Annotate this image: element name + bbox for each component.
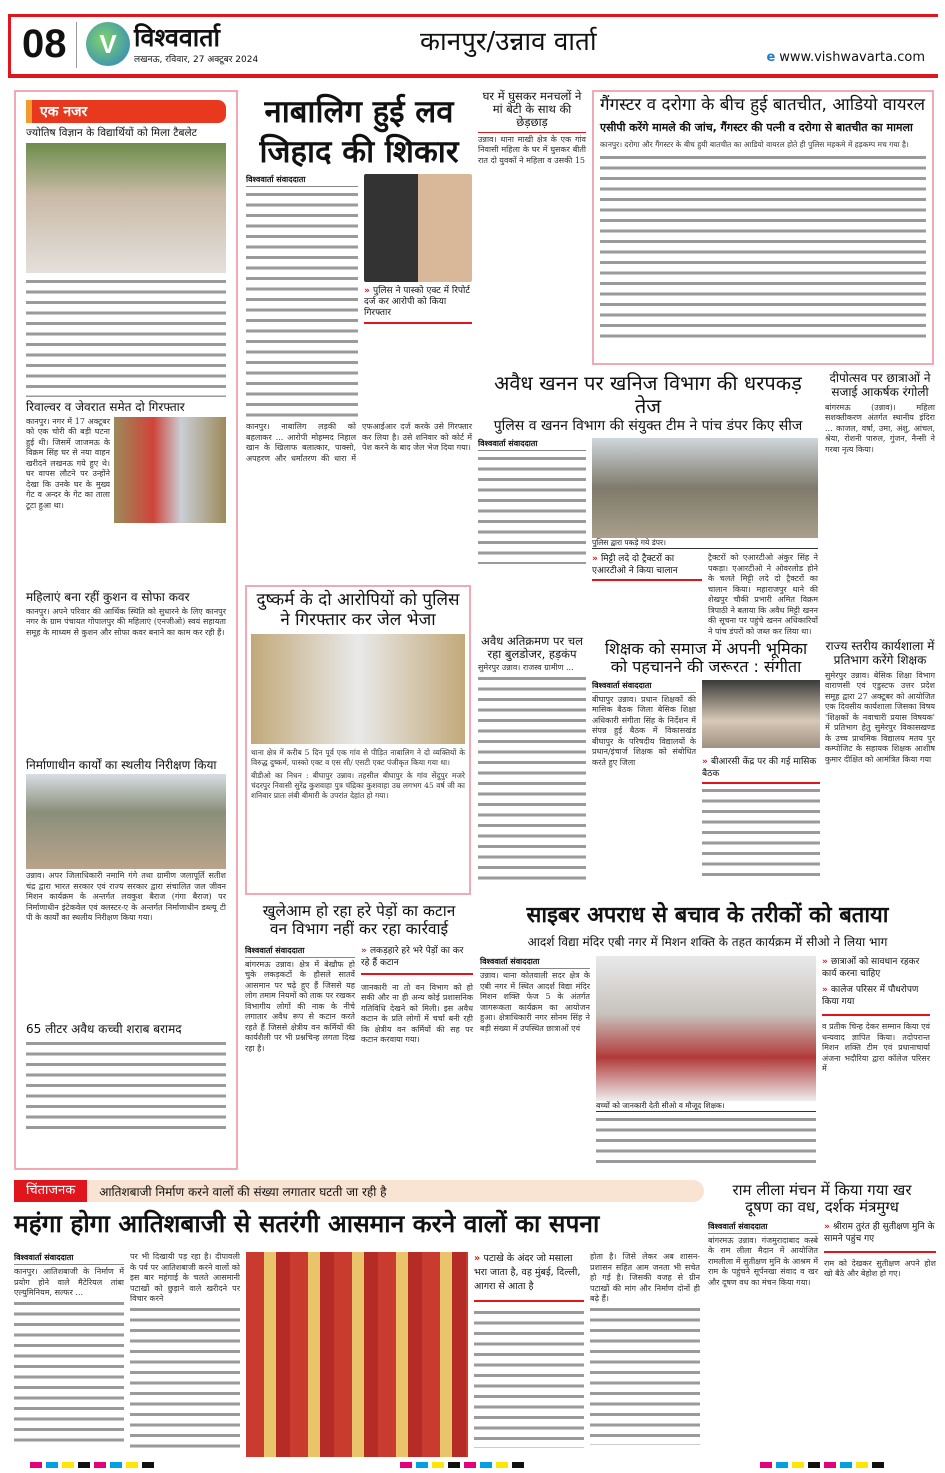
story-title-1: खुलेआम हो रहा हरे पेड़ों का कटान <box>262 902 456 920</box>
divider <box>478 132 586 133</box>
pullquote: » श्रीराम तुरंत ही सुतीक्षण मुनि के सामने पहुंच गए <box>824 1221 936 1245</box>
police-photo <box>251 634 465 744</box>
pullquote: » मिट्टी लदे दो ट्रैक्टरों का एआरटीओ ने किया चालान <box>592 553 702 577</box>
story-title: महंगा होगा आतिशबाजी से सतरंगी आसमान करने वालों का सपना <box>14 1209 600 1238</box>
dateline: लखनऊ, रविवार, 27 अक्टूबर 2024 <box>134 55 259 65</box>
divider <box>702 782 820 784</box>
story-body: उन्नाव। थाना माखी क्षेत्र के एक गांव निवासी महिला के घर में घुसकर बीती रात दो युवकों ने महिला व उसकी 15 <box>478 134 586 165</box>
story-subtitle: आदर्श विद्या मंदिर एबी नगर में मिशन शक्ति के तहत कार्यक्रम में सीओ ने लिया भाग <box>527 935 888 950</box>
story-body: कानपुर। नाबालिग लड़की को बहलाकर ... आरोपी मोहम्मद निहाल खान के खिलाफ बलात्कार, पाक्सो, अपहरण और धर्मांतरण की धारा में एफआईआर दर्ज करके उसे गिरफ्तार कर लिया है। उसे शनिवार को कोर्ट में पेश करने के बाद जेल भेज दिया गया। <box>246 422 472 463</box>
page-number: 08 <box>22 22 67 66</box>
group-photo <box>26 143 226 273</box>
pullquote: » छात्राओं को सावधान रहकर कार्य करना चाहिए <box>822 956 930 980</box>
story-subtitle: पुलिस व खनन विभाग की संयुक्त टीम ने पांच डंपर किए सीज <box>493 418 803 434</box>
pullquote: » पुलिस ने पास्को एक्ट में रिपोर्ट दर्ज कर आरोपी को किया गिरफ्तार <box>364 286 472 319</box>
story-body: बांगरमऊ (उन्नाव)। महिला सशक्तीकरण अंतर्गत स्थानीय इंदिरा ... काजल, वर्षा, उमा, अंशु, आंचल, श्रेया, रोशनी पारुल, गुंजन, नैन्सी ने गरबा नृत्य किया। <box>825 402 935 454</box>
story-body <box>14 1299 124 1449</box>
story-body: उन्नाव। थाना कोतवाली सदर क्षेत्र के एबी नगर में स्थित आदर्श विद्या मंदिर मिशन शक्ति फेज 5 के अंतर्गत जागरूकता कार्यक्रम का आयोजन हुआ। क्षेत्राधिकारी नगर सोनम सिंह ने बड़ी संख्या में उपस्थित छात्राओं एवं <box>480 971 590 1033</box>
story-title: घर में घुसकर मनचलों ने मां बेटी के साथ की छेड़छाड़ <box>482 89 582 130</box>
story-body <box>478 454 586 564</box>
story-body: जानकारी ना तो वन विभाग को हो सकी और ना ही अन्य कोई प्रशासनिक गतिविधि देखने को मिली। इस अवैध कटान के प्रति लोगों में चर्चा बनी रही कि क्षेत्रीय वन कर्मियों की सह पर कटान करवाया गया। <box>361 982 473 1045</box>
cyber-story <box>480 903 935 1171</box>
section-title: कानपुर/उन्नाव वार्ता <box>420 27 597 57</box>
story-body <box>130 1305 240 1455</box>
ghar-story <box>478 90 586 375</box>
byline: विश्ववार्ता संवाददाता <box>245 945 355 958</box>
story-title-1: राम लीला मंचन में किया गया खर <box>732 1181 912 1199</box>
arrest-photo <box>114 417 226 523</box>
pullquote: » पटाखे के अंदर जो मसाला भरा जाता है, वह मुंबई, दिल्ली, आगरा से आता है <box>474 1252 584 1294</box>
byline: विश्ववार्ता संवाददाता <box>592 680 696 693</box>
firecrackers-photo <box>246 1252 468 1457</box>
pullquote: » लकड़हारे हरे भरे पेड़ों का कर रहे हैं कटान <box>361 945 473 969</box>
story-body <box>246 190 358 420</box>
story-body <box>590 1305 700 1445</box>
story-title: राज्य स्तरीय कार्यशाला में प्रतिभाग करेंगे शिक्षक <box>825 639 935 667</box>
story-title: 65 लीटर अवैध कच्ची शराब बरामद <box>26 1022 182 1037</box>
story-body: थाना क्षेत्र में करीब 5 दिन पूर्व एक गांव से पीड़ित नाबालिग ने दो व्यक्तियों के विरुद्ध दुष्कर्म, पास्को एक्ट व एस सी/ एसटी एक्ट पंजीकृत किया गया था। <box>251 748 465 768</box>
story-title: निर्माणाधीन कार्यों का स्थलीय निरीक्षण किया <box>26 757 217 772</box>
photo-caption: पुलिस द्वारा पकड़े गये डंपर। <box>592 538 818 549</box>
brand-logo-icon: V <box>86 22 130 66</box>
ramleela-story <box>708 1182 936 1436</box>
story-title-2: दूषण का वध, दर्शक मंत्रमुग्ध <box>745 1198 899 1217</box>
print-color-bar <box>760 1462 884 1468</box>
story-body: सुमेरपुर उन्नाव। बेसिक शिक्षा विभाग वाराणसी एवं एडुस्टफ उत्तर प्रदेश समूह द्वारा 27 अक्टूबर को आयोजित एक दिवसीय कार्यशाला जिसका विषय 'शिक्षकों के नवाचारी प्रयास विषयक' में प्रतिभाग हेतु सुमेरपुर विकासखण्ड के उच्च प्राथमिक विद्यालय मतय पुर कम्पोजिट के सहायक शिक्षक आशीष कुमार दीक्षित को आमंत्रित किया गया <box>825 670 935 764</box>
story-body <box>600 153 926 343</box>
story-title: अवैध खनन पर खनिज विभाग की धरपकड़ तेज <box>494 371 802 418</box>
atikraman-story <box>478 635 586 884</box>
divider <box>76 22 77 68</box>
divider <box>474 1300 584 1302</box>
story-body: सुमेरपुर उन्नाव। राजस्व ग्रामीण ... <box>478 663 574 673</box>
story-subtitle: एसीपी करेंगे मामले की जांच, गैंगस्टर की पत्नी व दरोगा से बातचीत का मामला <box>600 120 913 134</box>
lead-headline-1: नाबालिग हुई लव <box>264 94 454 130</box>
divider <box>361 973 473 975</box>
deepotsav-story <box>825 372 935 623</box>
divider <box>364 322 472 324</box>
story-title: गैंगस्टर व दरोगा के बीच हुई बातचीत, आडियो वायरल <box>600 95 926 115</box>
story-body: बांगरमऊ उन्नाव। क्षेत्र में बेखौफ हो चुके लकड़कटों के हौसले सातवें आसमान पर चढ़े हुए हैं जिससे यह लोग तमाम नियमों को ताक पर रखकर विभागीय लोगों की नाक के नीचे लगातार अवैध रूप से कटान करते रहते हैं जिससे क्षेत्रीय वन कर्मियों की कार्यशैली पर भी प्रश्नचिन्ह लगता दिख रहा है। <box>245 959 355 1053</box>
story-title: रिवाल्वर व जेवरात समेत दो गिरफ्तार <box>26 400 185 415</box>
story-title: दीपोत्सव पर छात्राओं ने सजाई आकर्षक रंगोली <box>829 371 931 399</box>
byline: विश्ववार्ता संवाददाता <box>708 1221 818 1234</box>
story-body: होता है। जिसे लेकर अब शासन-प्रशासन सहित आम जनता भी सचेत हो गई है। जिसकी वजह से ग्रीन पटाखों की मांग और निर्माण दोनों ही बढ़े हैं। <box>590 1252 700 1303</box>
story-title-1: शिक्षक को समाज में अपनी भूमिका <box>604 639 808 658</box>
story-body: ट्रैक्टरों को एआरटीओ अंकुर सिंह ने पकड़ा। एआरटीओ ने ओवरलोड होने के चलते मिट्टी लदे दो ट्रैक्टरों का चालान किया। महाराजपुर थाने की शेखपुर चौकी प्रभारी अमित विक्रम त्रिपाठी ने बताया कि अवैध मिट्टी खनन की सूचना पर पहुंचे खनन अधिकारियों ने पांच डंपरों को जब्त कर लिया था। <box>708 553 818 636</box>
story-title-2: ने गिरफ्तार कर जेल भेजा <box>280 609 436 630</box>
story-title-1: दुष्कर्म के दो आरोपियों को पुलिस <box>256 590 460 610</box>
story-title-2: को पहचानने की जरूरत : संगीता <box>610 657 802 677</box>
story-body: व प्रतीक चिन्ह देकर सम्मान किया एवं धन्यवाद ज्ञापित किया। तदोपरान्त मिशन शक्ति टीम एवं प्रधानाचार्या अंजना भदौरिया द्वारा कॉलेज परिसर में <box>822 1022 930 1074</box>
story-body: बांगरमऊ उन्नाव। गंजमुरादाबाद कस्बे के राम लीला मैदान में आयोजित रामलीला में सुतीक्षण मुनि के आश्रम में राम के पहुंचने सूर्पनखा संवाद व खर और दूषण वध का मंचन किया गया। <box>708 1235 818 1287</box>
story-body: बीघापुर उन्नाव। प्रधान शिक्षकों की मासिक बैठक जिला बेसिक शिक्षा अधिकारी संगीता सिंह के निर्देशन में संपन्न हुई बैठक में विकासखंड बीघापुर के परिषदीय विद्यालयों के प्रधान/इंचार्ज शिक्षक को संबोधित करते हुए जिला <box>592 694 696 767</box>
story-title: साइबर अपराध से बचाव के तरीकों को बताया <box>526 903 889 928</box>
divider <box>822 1014 930 1016</box>
ek-nazar-label: एक नजर <box>26 100 226 123</box>
gangster-story <box>592 90 934 365</box>
story-body: कानपुर। अपने परिवार की आर्थिक स्थिति को सुधारने के लिए कानपुर नगर के ग्राम पंचायत गोपालपुर की महिलाएं (एनजीओ) स्वयं सहायता समूह के माध्यम से कुशन और सोफा कवर बनाने का काम कर रही हैं। <box>26 606 226 637</box>
photo-caption: बच्चों को जानकारी देती सीओ व मौजूद शिक्षक। <box>596 1101 816 1112</box>
browser-icon: e <box>766 50 776 65</box>
ek-nazar-panel <box>14 90 238 1170</box>
story-title: महिलाएं बना रहीं कुशन व सोफा कवर <box>26 589 190 604</box>
lead-story <box>246 92 472 622</box>
story-body <box>702 786 820 876</box>
lead-headline-2: जिहाद की शिकार <box>259 134 459 170</box>
katan-story <box>245 903 473 1160</box>
pullquote: » बीआरसी केंद्र पर की गई मासिक बैठक <box>702 756 820 780</box>
kicker-band <box>14 1180 704 1202</box>
story-body: राम को देखकर सुतीक्षण अपने होश खो बैठे और बेहोश हो गए। <box>824 1258 936 1278</box>
kicker-text: आतिशबाजी निर्माण करने वालों की संख्या लगातार घटती जा रही है <box>99 1184 387 1199</box>
story-body: कानपुर। दरोगा और गैंगस्टर के बीच हुयी बातचीत का आडियो वायरल होते ही पुलिस महकमे में हड़कम्प मच गया है। <box>600 140 909 150</box>
story-body <box>26 277 226 397</box>
brand-name: विश्ववार्ता <box>134 23 221 52</box>
dumper-photo <box>592 438 818 538</box>
byline: विश्ववार्ता संवाददाता <box>14 1252 124 1265</box>
divider <box>592 579 702 581</box>
story-title: अवैध अतिक्रमण पर चल रहा बुलडोजर, हड़कंप <box>481 634 583 662</box>
karyashala-story <box>825 640 935 886</box>
byline: विश्ववार्ता संवाददाता <box>478 438 586 451</box>
story-body <box>478 674 586 884</box>
illustration-image <box>364 174 472 282</box>
print-color-bar <box>400 1462 524 1468</box>
shikshak-story <box>592 640 820 895</box>
story-body <box>474 1308 584 1448</box>
byline: विश्ववार्ता संवाददाता <box>246 174 358 187</box>
khanan-story <box>478 371 818 636</box>
obituary: बीडीओ का निधन : बीघापुर उन्नाव। तहसील बीघापुर के गांव सेंदुपुर मजरे चंदरपुर निवासी सुरेंद्र कुशवाहा पुत्र चंद्रिका कुशवाहा उम्र लगभग 45 वर्ष जी का शनिवार प्रातः लंबी बीमारी के उपरांत देहांत हो गया। <box>251 771 465 801</box>
print-color-bar <box>30 1462 154 1468</box>
website-link[interactable] <box>766 50 925 65</box>
inspection-photo <box>26 774 226 869</box>
story-body: कानपुर। नगर में 17 अक्टूबर को एक चोरी की बड़ी घटना हुई थी। जिसमें जाजमऊ के विक्रम सिंह घर से नया वाहन खरीदने लखनऊ गये हुए थे। घर वापस लौटने पर उन्होंने देखा कि उनके घर के मुख्य गेट व अन्दर के गेट का ताला टूटा हुआ था। <box>26 416 110 510</box>
story-body <box>26 1039 226 1129</box>
dushkarm-story <box>245 585 471 895</box>
atishbaazi-story <box>14 1252 704 1457</box>
story-title-2: वन विभाग नहीं कर रहा कार्रवाई <box>269 919 449 938</box>
story-body <box>596 1115 816 1170</box>
story-body: कानपुर। आतिशबाजी के निर्माण में प्रयोग होने वाले मैटेरियल तांबा एल्युमिनियम, सल्फर ... <box>14 1267 124 1297</box>
byline: विश्ववार्ता संवाददाता <box>480 956 590 969</box>
meeting-photo <box>702 680 820 748</box>
pullquote: » कालेज परिसर में पौधरोपण किया गया <box>822 984 930 1008</box>
divider <box>824 1251 936 1253</box>
students-photo <box>596 956 816 1101</box>
kicker-label: चिंताजनक <box>14 1180 87 1202</box>
story-body: पर भी दिखायी पड़ रहा है। दीपावली के पर्व पर आतिशबाजी करने वालों को इस बार महंगाई के चलते आसमानी पटाखों को छुड़ाने वाले खरीदने पर विचार करने <box>130 1252 240 1303</box>
story-body: उन्नाव। अपर जिलाधिकारी नमामि गंगे तथा ग्रामीण जलापूर्ति सतीश चंद्र द्वारा भारत सरकार एवं राज्य सरकार द्वारा संचालित जल जीवन मिशन कार्यक्रम के अन्तर्गत लवकुश बैराज (गंगा बैराज) पर निर्माणाधीन इंटेकवेल एवं क्लस्टर-ए के अन्तर्गत निर्माणाधीन डब्ल्यू टी पी के कार्यों का स्थलीय निरीक्षण किया गया। <box>26 871 226 923</box>
website-url[interactable]: www.vishwavarta.com <box>779 50 925 65</box>
story-title: ज्योतिष विज्ञान के विद्यार्थियों को मिला टैबलेट <box>26 127 197 139</box>
